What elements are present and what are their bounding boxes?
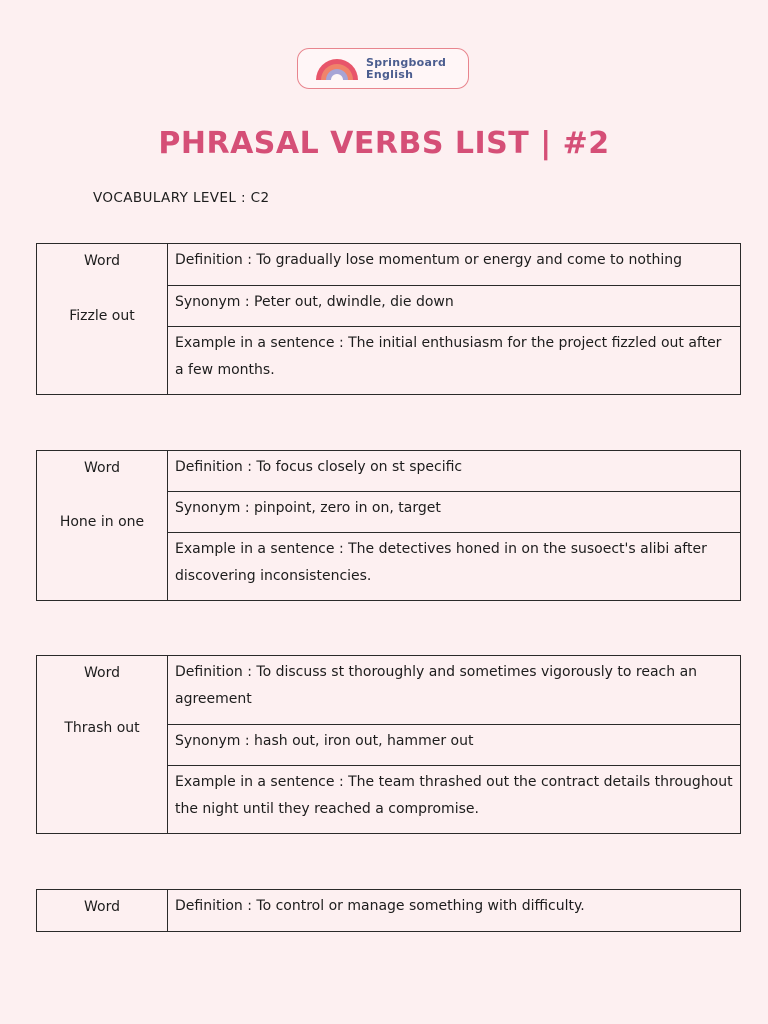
- word-column: [37, 451, 168, 600]
- phrasal-verb-card: [36, 655, 741, 834]
- definition-row: Definition : To gradually lose momentum or energy and come to nothing: [168, 244, 740, 286]
- word-header: Word: [84, 665, 120, 681]
- synonym-row: Synonym : pinpoint, zero in on, target: [168, 492, 740, 533]
- synonym-row: Synonym : Peter out, dwindle, die down: [168, 286, 740, 327]
- word-value: Fizzle out: [69, 308, 135, 324]
- word-header: Word: [84, 253, 120, 269]
- phrasal-verb-card: [36, 450, 741, 601]
- phrasal-verb-card: [36, 243, 741, 395]
- brand-logo: [297, 48, 469, 89]
- word-column: [37, 890, 168, 931]
- logo-line-2: English: [366, 67, 414, 81]
- word-column: [37, 656, 168, 833]
- page-title: PHRASAL VERBS LIST | #2: [158, 126, 610, 161]
- word-value: Hone in one: [59, 514, 145, 530]
- example-row: Example in a sentence : The detectives honed in on the susoect's alibi after discovering inconsistencies.: [175, 541, 707, 584]
- word-column: [37, 244, 168, 394]
- definition-row: Definition : To control or manage something with difficulty.: [175, 898, 585, 914]
- word-header: Word: [84, 460, 120, 476]
- definition-row: Definition : To discuss st thoroughly and sometimes vigorously to reach an agreement: [168, 656, 740, 725]
- definition-row: Definition : To focus closely on st specific: [168, 451, 740, 492]
- example-row: Example in a sentence : The team thrashed out the contract details throughout the night until they reached a compromise.: [175, 774, 733, 817]
- logo-line-1: Springboard: [366, 55, 447, 69]
- rainbow-logo-icon: [314, 57, 360, 81]
- phrasal-verb-card: [36, 889, 741, 932]
- vocabulary-level: VOCABULARY LEVEL : C2: [93, 190, 270, 206]
- word-value: Thrash out: [64, 720, 140, 736]
- example-row: Example in a sentence : The initial enthusiasm for the project fizzled out after a few months.: [175, 335, 722, 378]
- word-header: Word: [84, 899, 120, 915]
- synonym-row: Synonym : hash out, iron out, hammer out: [168, 725, 740, 766]
